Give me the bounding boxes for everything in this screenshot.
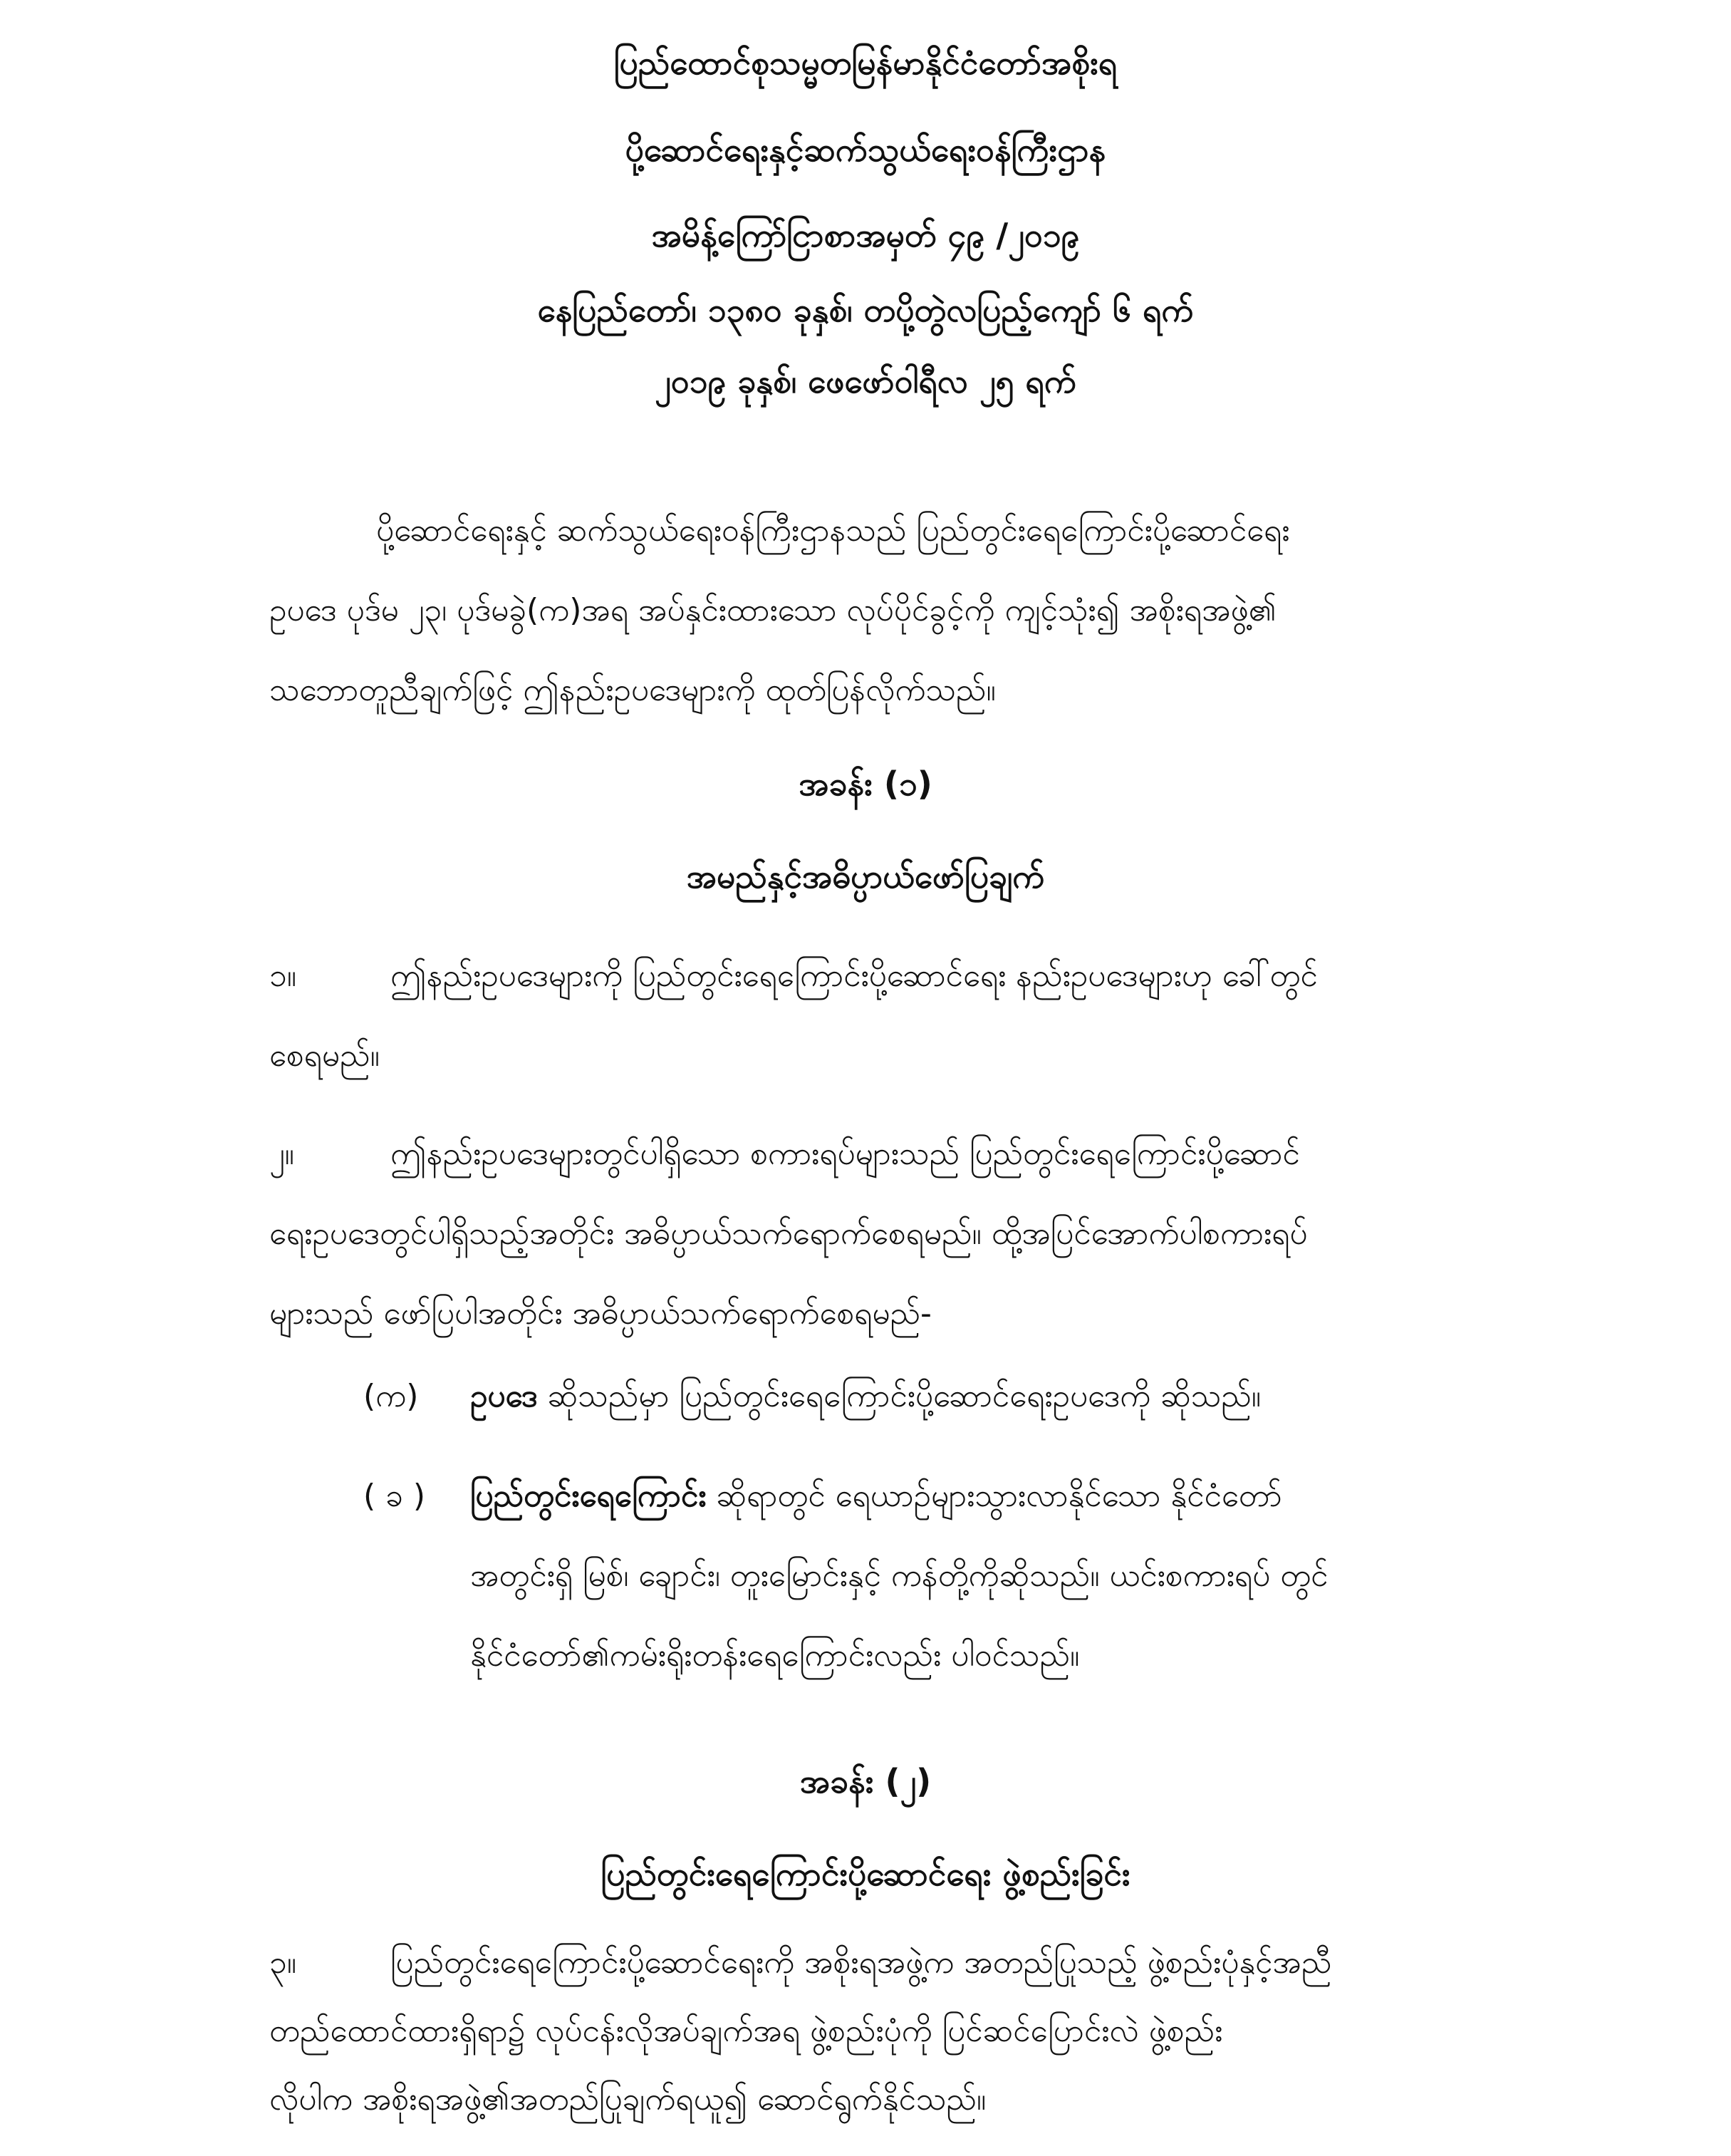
clause-3-line-3: လိုပါက အစိုးရအဖွဲ့၏အတည်ပြုချက်ရယူ၍ ဆောင်ရွက်နိုင်သည်။	[269, 2081, 987, 2118]
definition-b-term: ပြည်တွင်းရေကြောင်း	[470, 1478, 707, 1514]
chapter-1-number: အခန်း (၁)	[799, 765, 932, 803]
header-line-notification-number: အမိန့်ကြော်ငြာစာအမှတ် ၄၉ /၂၀၁၉	[651, 216, 1080, 254]
definition-b-text-1: ဆိုရာတွင် ရေယာဉ်များသွားလာနိုင်သော နိုင်ငံတော်	[706, 1478, 1282, 1514]
clause-3-line-1: ပြည်တွင်းရေကြောင်းပို့ဆောင်ရေးကို အစိုးရအဖွဲ့က အတည်ပြုသည့် ဖွဲ့စည်းပုံနှင့်အညီ	[390, 1944, 1332, 1981]
definition-item-b	[363, 1475, 1646, 1731]
definition-a-term: ဥပဒေ	[470, 1378, 538, 1414]
header-line-government: ပြည်ထောင်စုသမ္မတမြန်မာနိုင်ငံတော်အစိုးရ	[613, 43, 1118, 82]
chapter-2-number: အခန်း (၂)	[799, 1762, 932, 1800]
chapter-2-title: ပြည်တွင်းရေကြောင်းပို့ဆောင်ရေး ဖွဲ့စည်းခြင်း	[601, 1855, 1130, 1893]
definition-a-label: (က)	[363, 1378, 419, 1414]
clause-2-line-2: ရေးဥပဒေတွင်ပါရှိသည့်အတိုင်း အဓိပ္ပာယ်သက်ရောက်စေရမည်။ ထို့အပြင်အောက်ပါစကားရပ်	[269, 1216, 1308, 1252]
header-line-ministry: ပို့ဆောင်ရေးနှင့်ဆက်သွယ်ရေးဝန်ကြီးဌာန	[625, 130, 1106, 169]
preamble-line-1: ပို့ဆောင်ရေးနှင့် ဆက်သွယ်ရေးဝန်ကြီးဌာနသည် ပြည်တွင်းရေကြောင်းပို့ဆောင်ရေး	[376, 512, 1290, 549]
clause-1-line-1: ဤနည်းဥပဒေများကို ပြည်တွင်းရေကြောင်းပို့ဆောင်ရေး နည်းဥပဒေများဟု ခေါ်တွင်	[390, 958, 1318, 994]
clause-3-number: ၃။	[269, 1944, 297, 1981]
preamble-line-3: သဘောတူညီချက်ဖြင့် ဤနည်းဥပဒေများကို ထုတ်ပြန်လိုက်သည်။	[269, 672, 996, 708]
clause-2	[269, 1133, 1644, 1335]
preamble-paragraph	[269, 509, 1644, 712]
clause-2-line-3: များသည် ဖော်ပြပါအတိုင်း အဓိပ္ပာယ်သက်ရောက်စေရမည်-	[269, 1295, 932, 1332]
preamble-line-2: ဥပဒေ ပုဒ်မ ၂၃၊ ပုဒ်မခွဲ(က)အရ အပ်နှင်းထားသော လုပ်ပိုင်ခွင့်ကို ကျင့်သုံး၍ အစိုးရအဖွဲ့၏	[269, 592, 1277, 628]
clause-1	[269, 955, 1644, 1077]
clause-2-number: ၂။	[269, 1136, 294, 1172]
definition-b-label: ( ခ )	[363, 1478, 426, 1514]
chapter-1-title: အမည်နှင့်အဓိပ္ပာယ်ဖော်ပြချက်	[686, 857, 1045, 896]
definition-a-text: ဆိုသည်မှာ ပြည်တွင်းရေကြောင်းပို့ဆောင်ရေးဥပဒေကို ဆိုသည်။	[537, 1378, 1262, 1414]
header-line-myanmar-date: နေပြည်တော်၊ ၁၃၈၀ ခုနှစ်၊ တပို့တွဲလပြည့်ကျော် ၆ ရက်	[537, 291, 1194, 329]
definition-b-text-3: နိုင်ငံတော်၏ကမ်းရိုးတန်းရေကြောင်းလည်း ပါဝင်သည်။	[470, 1637, 1080, 1674]
clause-3	[269, 1942, 1644, 2121]
clause-1-number: ၁။	[269, 958, 297, 994]
definition-item-a	[363, 1375, 1646, 1418]
header-line-gregorian-date: ၂၀၁၉ ခုနှစ်၊ ဖေဖော်ဝါရီလ ၂၅ ရက်	[655, 362, 1076, 400]
clause-3-line-2: တည်ထောင်ထားရှိရာ၌ လုပ်ငန်းလိုအပ်ချက်အရ ဖွဲ့စည်းပုံကို ပြင်ဆင်ပြောင်းလဲ ဖွဲ့စည်း	[269, 2013, 1223, 2049]
definition-b-text-2: အတွင်းရှိ မြစ်၊ ချောင်း၊ တူးမြောင်းနှင့် ကန်တို့ကိုဆိုသည်။ ယင်းစကားရပ် တွင်	[470, 1558, 1329, 1594]
clause-1-line-2: စေရမည်။	[269, 1037, 380, 1074]
clause-2-line-1: ဤနည်းဥပဒေများတွင်ပါရှိသော စကားရပ်များသည် ပြည်တွင်းရေကြောင်းပို့ဆောင်	[390, 1136, 1300, 1172]
